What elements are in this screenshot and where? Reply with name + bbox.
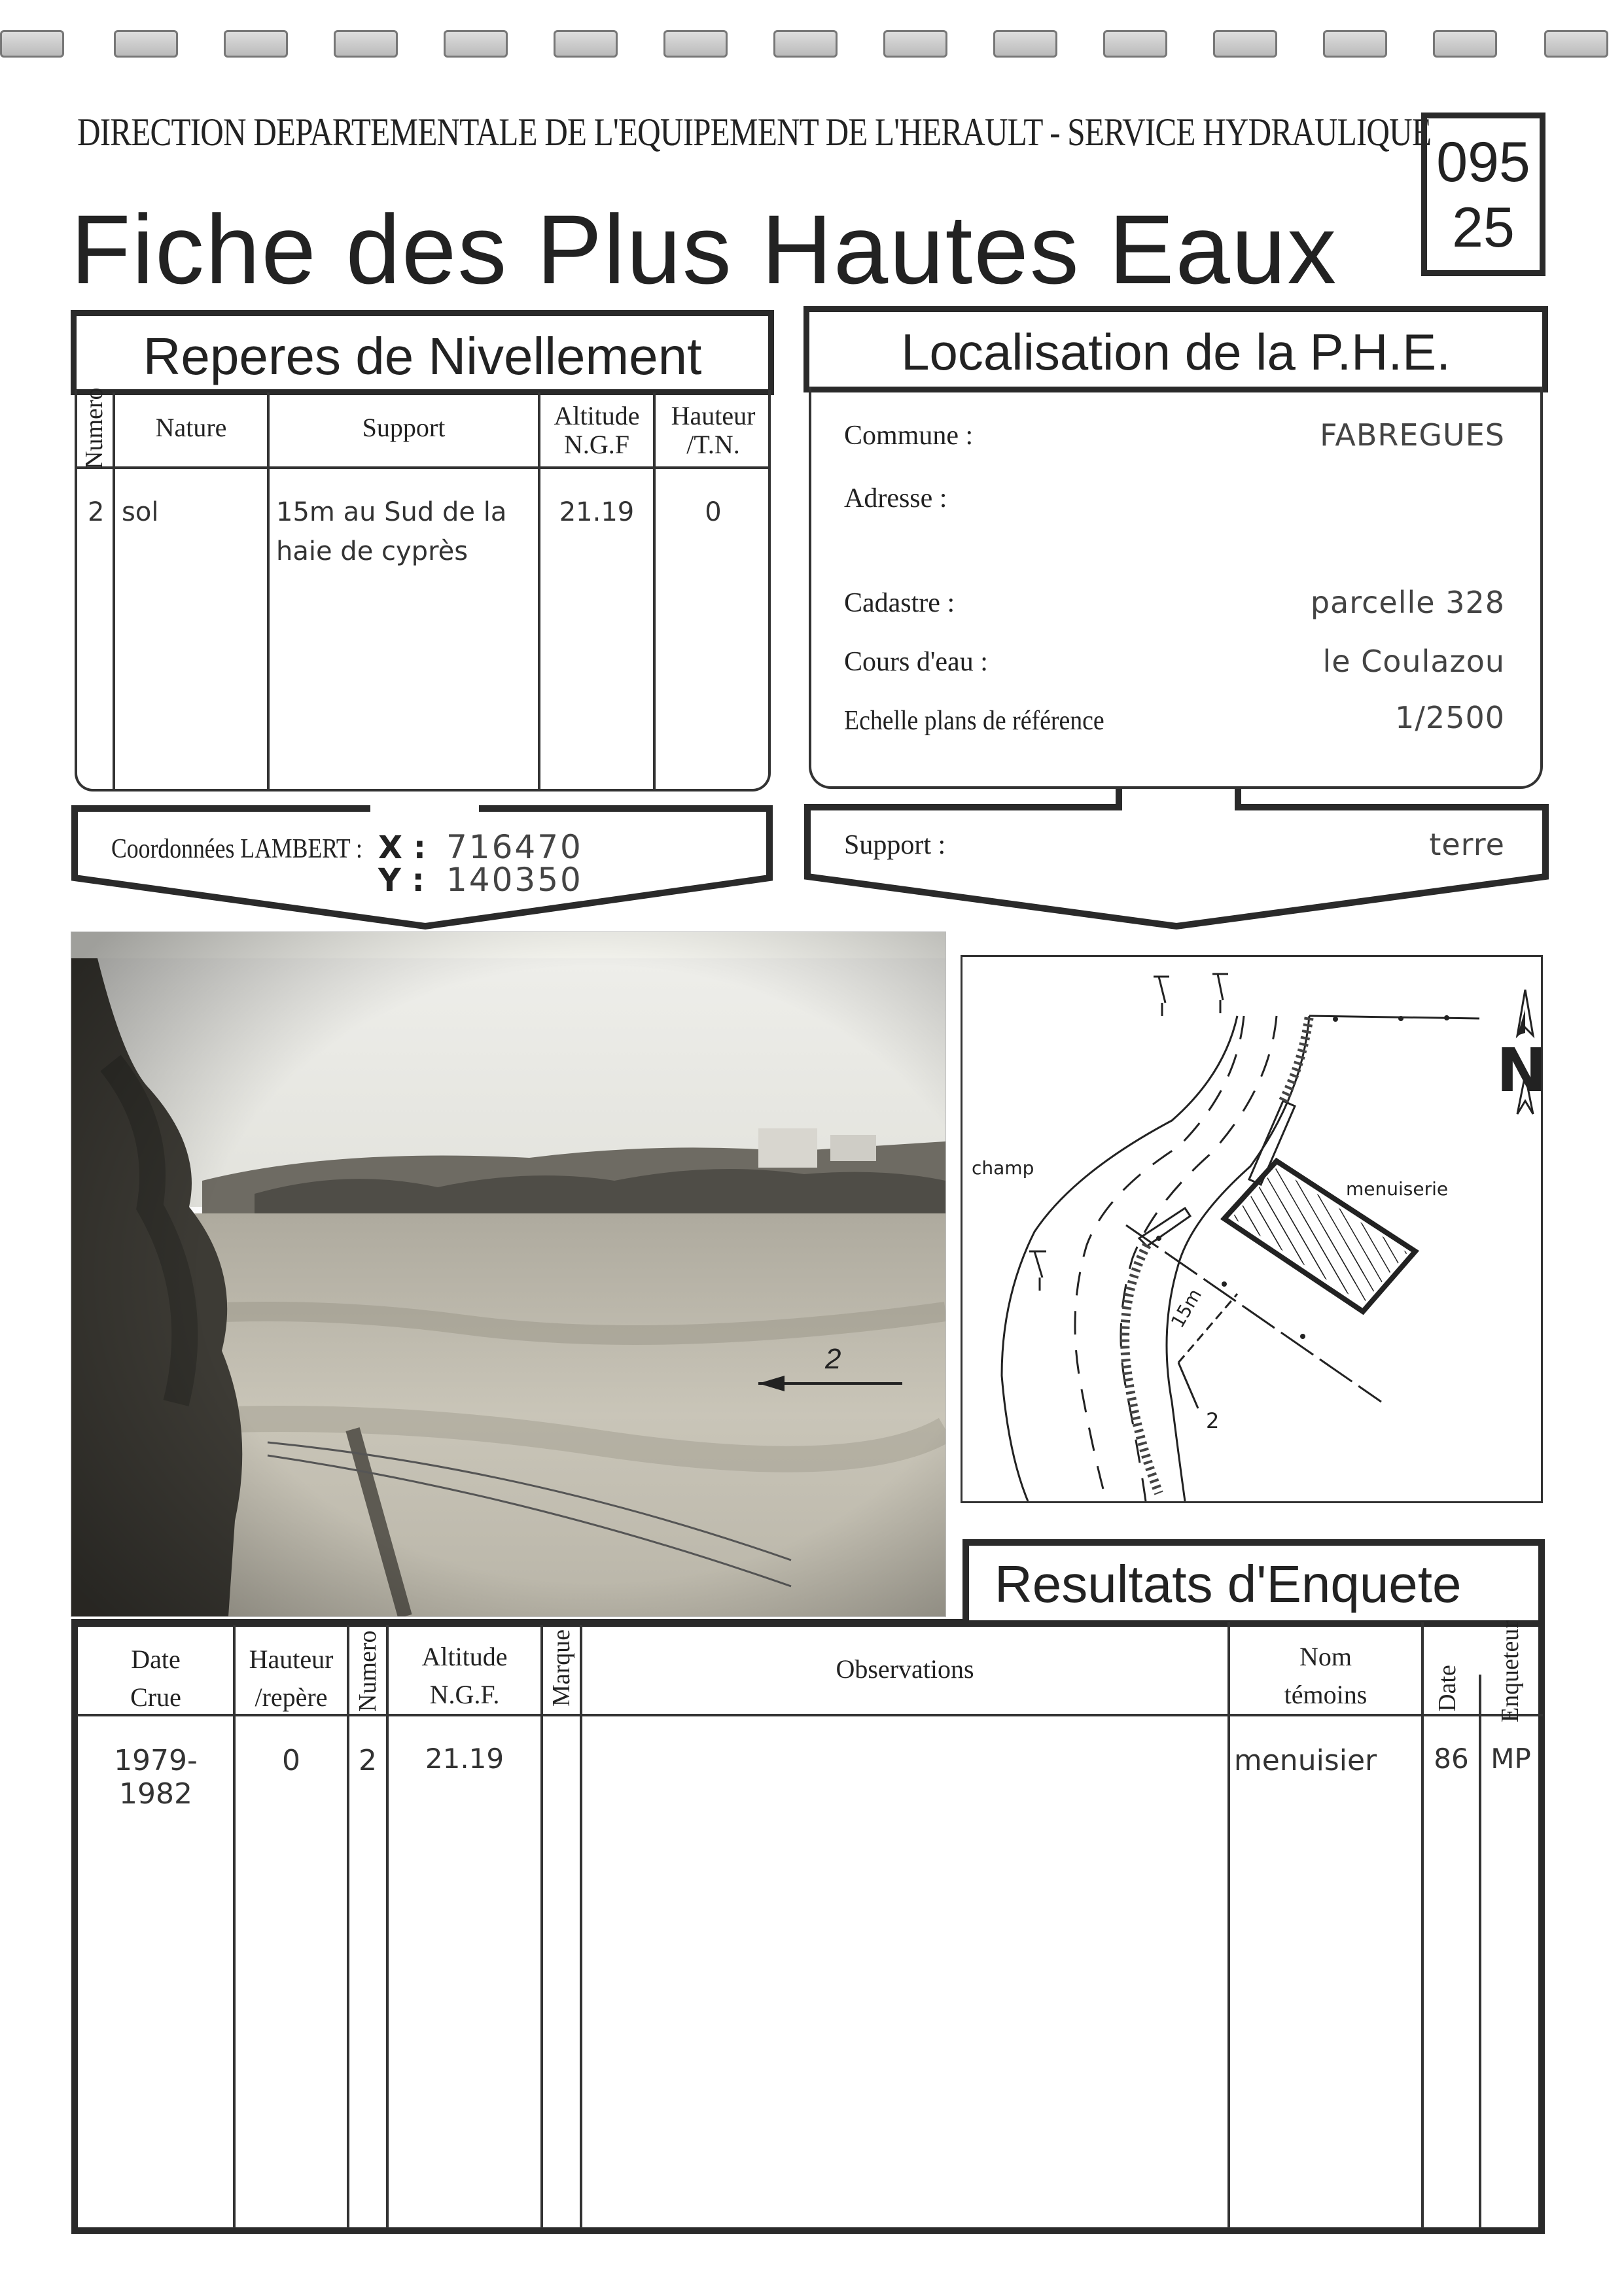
res-col-observations: Observations bbox=[836, 1654, 974, 1684]
map-label-menuiserie: menuiserie bbox=[1346, 1178, 1449, 1200]
repere-numero: 2 bbox=[88, 497, 105, 527]
adresse-label: Adresse : bbox=[844, 483, 947, 513]
reperes-title-box bbox=[71, 310, 774, 395]
support-value: terre bbox=[1429, 827, 1505, 862]
res-col-date-crue-1: Date bbox=[131, 1644, 181, 1674]
binder-hole bbox=[554, 30, 618, 58]
res-altitude: 21.19 bbox=[425, 1743, 504, 1775]
page-title: Fiche des Plus Hautes Eaux bbox=[71, 194, 1338, 304]
col-header-numero: Numero bbox=[80, 387, 108, 469]
photo-marker: 2 bbox=[825, 1343, 841, 1375]
file-code-box bbox=[1421, 113, 1545, 276]
cadastre-value: parcelle 328 bbox=[1310, 585, 1505, 620]
lambert-y-label: Y : bbox=[378, 862, 425, 899]
localisation-title-box bbox=[803, 306, 1548, 392]
resultats-frame bbox=[65, 1531, 1557, 2237]
repere-hauteur: 0 bbox=[705, 497, 722, 527]
binder-hole bbox=[663, 30, 728, 58]
binder-hole bbox=[114, 30, 178, 58]
res-nom: menuisier bbox=[1233, 1744, 1377, 1777]
lambert-arrow-box bbox=[65, 805, 785, 935]
binder-hole bbox=[1213, 30, 1277, 58]
commune-label: Commune : bbox=[844, 421, 974, 451]
cours-eau-value: le Coulazou bbox=[1322, 644, 1505, 679]
repere-nature: sol bbox=[122, 497, 159, 527]
binder-hole bbox=[883, 30, 947, 58]
res-col-hauteur-1: Hauteur bbox=[249, 1644, 334, 1674]
res-hauteur: 0 bbox=[282, 1744, 300, 1777]
res-col-date-crue-2: Crue bbox=[130, 1682, 181, 1712]
lambert-x-label: X : bbox=[378, 829, 426, 866]
binder-hole bbox=[1323, 30, 1387, 58]
res-col-enqueteur: Enqueteur bbox=[1496, 1620, 1524, 1723]
site-photo-image bbox=[71, 932, 945, 1616]
res-col-date: Date bbox=[1434, 1665, 1461, 1712]
res-col-hauteur-2: /repère bbox=[255, 1682, 328, 1712]
res-numero: 2 bbox=[359, 1744, 377, 1777]
file-code-bottom: 25 bbox=[1452, 196, 1515, 259]
res-col-nom-1: Nom bbox=[1299, 1642, 1352, 1671]
res-date: 86 bbox=[1434, 1743, 1469, 1775]
support-label: Support : bbox=[844, 830, 946, 860]
location-map bbox=[961, 955, 1547, 1503]
localisation-title: Localisation de la P.H.E. bbox=[901, 323, 1451, 381]
res-col-altitude-1: Altitude bbox=[421, 1642, 508, 1671]
reperes-title: Reperes de Nivellement bbox=[143, 327, 702, 385]
res-col-nom-2: témoins bbox=[1284, 1680, 1368, 1709]
lambert-y-value: 140350 bbox=[446, 861, 583, 899]
location-map-drawing bbox=[962, 957, 1541, 1501]
col-header-nature: Nature bbox=[155, 413, 227, 442]
col-header-hauteur: Hauteur /T.N. bbox=[671, 401, 756, 459]
echelle-label: Echelle plans de référence bbox=[844, 706, 1104, 736]
repere-support-line1: 15m au Sud de la bbox=[276, 497, 507, 527]
repere-altitude: 21.19 bbox=[559, 497, 635, 527]
lambert-label: Coordonnées LAMBERT : bbox=[111, 834, 362, 864]
commune-value: FABREGUES bbox=[1320, 417, 1505, 453]
res-col-numero: Numero bbox=[354, 1630, 381, 1712]
org-header: DIRECTION DEPARTEMENTALE DE L'EQUIPEMENT DE L'HERAULT - SERVICE HYDRAULIQUE bbox=[77, 111, 1432, 154]
binder-hole bbox=[1433, 30, 1497, 58]
map-north-label: N bbox=[1496, 1035, 1547, 1105]
resultats-title: Resultats d'Enquete bbox=[995, 1555, 1462, 1613]
binder-hole bbox=[334, 30, 398, 58]
binder-hole bbox=[0, 30, 64, 58]
map-label-point: 2 bbox=[1206, 1408, 1220, 1433]
binder-hole bbox=[1103, 30, 1167, 58]
binder-hole bbox=[224, 30, 288, 58]
binder-hole bbox=[773, 30, 838, 58]
cadastre-label: Cadastre : bbox=[844, 588, 955, 618]
col-header-support: Support bbox=[362, 413, 446, 442]
file-code-top: 095 bbox=[1436, 131, 1530, 194]
binder-hole bbox=[993, 30, 1057, 58]
map-label-distance: 15m bbox=[1167, 1285, 1207, 1332]
binder-hole bbox=[1544, 30, 1608, 58]
echelle-value: 1/2500 bbox=[1395, 700, 1505, 735]
repere-support-line2: haie de cyprès bbox=[276, 536, 468, 566]
lambert-x-value: 716470 bbox=[446, 828, 583, 866]
binder-hole bbox=[444, 30, 508, 58]
res-col-marque: Marque bbox=[548, 1629, 575, 1707]
col-header-altitude: Altitude N.G.F bbox=[554, 401, 640, 459]
site-photo bbox=[71, 931, 946, 1617]
res-col-altitude-2: N.G.F. bbox=[429, 1680, 500, 1709]
map-label-champ: champ bbox=[972, 1157, 1034, 1179]
res-enqueteur: MP bbox=[1491, 1743, 1531, 1775]
cours-eau-label: Cours d'eau : bbox=[844, 647, 988, 677]
res-date-crue: 1979-1982 bbox=[114, 1744, 198, 1811]
